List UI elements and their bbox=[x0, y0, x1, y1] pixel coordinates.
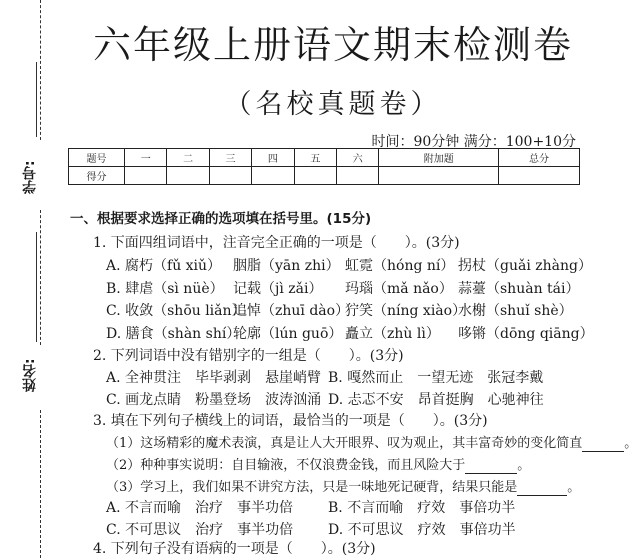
score-table-header-cell: 附加题 bbox=[379, 149, 499, 167]
time-score-info: 时间：90分钟 满分：100+10分 bbox=[371, 134, 576, 150]
q1-option-b-word-2: 记载（jì zǎi） bbox=[233, 281, 323, 297]
score-table-header-cell: 四 bbox=[252, 149, 294, 167]
q1-option-d-word-4: 哆锵（dōng qiāng） bbox=[458, 326, 594, 342]
score-table bbox=[68, 148, 580, 185]
q3-option-d: D. 不可思议 疗效 事倍功半 bbox=[328, 522, 516, 538]
score-cell[interactable] bbox=[209, 167, 251, 185]
q1-option-a-word-2: 胭脂（yān zhi） bbox=[233, 258, 340, 274]
q3-blank-3[interactable] bbox=[517, 480, 567, 496]
q1-option-b-word-4: 蒜薹（shuàn tái） bbox=[458, 281, 580, 297]
q2-option-b: B. 嘎然而止 一望无迹 张冠李戴 bbox=[328, 370, 544, 386]
section-1-title: 一、根据要求选择正确的选项填在括号里。(15分) bbox=[70, 211, 372, 227]
score-table-header-cell: 总分 bbox=[498, 149, 579, 167]
q3-sentence-2: （2）种种事实说明：自目输液，不仅浪费金钱，而且风险大于 。 bbox=[106, 458, 531, 473]
q1-option-b-word-1: B. 肆虐（sì nüè） bbox=[106, 281, 224, 297]
q3-option-a: A. 不言而喻 治疗 事半功倍 bbox=[106, 500, 294, 516]
q3-sentence-3: （3）学习上，我们如果不讲究方法，只是一味地死记硬背，结果只能是 。 bbox=[106, 480, 581, 495]
q1-option-a-word-1: A. 腐朽（fǔ xiǔ） bbox=[106, 258, 222, 274]
score-cell[interactable] bbox=[379, 167, 499, 185]
score-cell[interactable] bbox=[252, 167, 294, 185]
score-table-header-cell: 一 bbox=[125, 149, 167, 167]
q3-sentence-1-text: （1）这场精彩的魔术表演，真是让人大开眼界、叹为观止，其丰富奇妙的变化简直 bbox=[106, 436, 583, 451]
score-table-header-cell: 题号 bbox=[69, 149, 125, 167]
q1-option-c-word-3: 狞笑（níng xiào） bbox=[345, 303, 467, 319]
q1-option-a-word-3: 虹霓（hóng ní） bbox=[345, 258, 455, 274]
q3-option-b: B. 不言而喻 疗效 事倍功半 bbox=[328, 500, 516, 516]
score-row-label: 得分 bbox=[69, 167, 125, 185]
q1-option-a-word-4: 拐杖（guǎi zhàng） bbox=[458, 258, 592, 274]
q1-option-b-word-3: 玛瑙（mǎ nǎo） bbox=[345, 281, 453, 297]
q1-option-d-word-3: 矗立（zhù lì） bbox=[345, 326, 440, 342]
student-id-write-line bbox=[36, 62, 37, 137]
q3-sentence-1: （1）这场精彩的魔术表演，真是让人大开眼界、叹为观止，其丰富奇妙的变化简直 。 bbox=[106, 436, 637, 451]
question-2-stem: 2. 下列词语中没有错别字的一组是（ ）。(3分) bbox=[93, 348, 404, 364]
q3-sentence-3-text: （3）学习上，我们如果不讲究方法，只是一味地死记硬背，结果只能是 bbox=[106, 480, 518, 495]
q3-blank-1[interactable] bbox=[582, 436, 624, 452]
binding-dashed-line-middle bbox=[40, 210, 41, 345]
question-4-stem: 4. 下列句子没有语病的一项是（ ）。(3分) bbox=[93, 541, 376, 557]
binding-dashed-line-bottom bbox=[40, 410, 41, 558]
score-table-header-cell: 五 bbox=[294, 149, 336, 167]
score-table-score-row bbox=[69, 167, 580, 185]
q2-option-c: C. 画龙点睛 粉墨登场 波涛汹涌 bbox=[106, 392, 322, 408]
score-cell[interactable] bbox=[294, 167, 336, 185]
q2-option-d: D. 忐忑不安 昂首挺胸 心驰神往 bbox=[328, 392, 544, 408]
student-id-label: 学号: bbox=[22, 160, 38, 194]
question-3-stem: 3. 填在下列句子横线上的词语，最恰当的一项是（ ）。(3分) bbox=[93, 413, 488, 429]
name-write-line bbox=[36, 232, 37, 342]
score-cell[interactable] bbox=[337, 167, 379, 185]
q2-option-a: A. 全神贯注 毕毕剥剥 悬崖峭臂 bbox=[106, 370, 322, 386]
score-table-header-cell: 六 bbox=[337, 149, 379, 167]
exam-subtitle: （名校真题卷） bbox=[224, 89, 442, 120]
score-table-header-cell: 三 bbox=[209, 149, 251, 167]
binding-dashed-line-top bbox=[40, 0, 41, 140]
q1-option-d-word-2: 轮廓（lún guō） bbox=[233, 326, 343, 342]
q1-option-c-word-2: 追悼（zhuī dào） bbox=[233, 303, 350, 319]
score-table-header-row bbox=[69, 149, 580, 167]
score-cell[interactable] bbox=[498, 167, 579, 185]
q1-option-c-word-1: C. 收敛（shōu liǎn） bbox=[106, 303, 246, 319]
name-label: 姓名: bbox=[22, 358, 38, 392]
q3-option-c: C. 不可思议 治疗 事半功倍 bbox=[106, 522, 294, 538]
question-1-stem: 1. 下面四组词语中，注音完全正确的一项是（ ）。(3分) bbox=[93, 235, 460, 251]
q1-option-c-word-4: 水榭（shuǐ shè） bbox=[458, 303, 573, 319]
score-cell[interactable] bbox=[125, 167, 167, 185]
q3-blank-2[interactable] bbox=[465, 458, 517, 474]
q1-option-d-word-1: D. 膳食（shàn shí） bbox=[106, 326, 241, 342]
score-cell[interactable] bbox=[167, 167, 209, 185]
exam-title: 六年级上册语文期末检测卷 bbox=[92, 23, 573, 67]
score-table-header-cell: 二 bbox=[167, 149, 209, 167]
q3-sentence-2-text: （2）种种事实说明：自目输液，不仅浪费金钱，而且风险大于 bbox=[106, 458, 466, 473]
